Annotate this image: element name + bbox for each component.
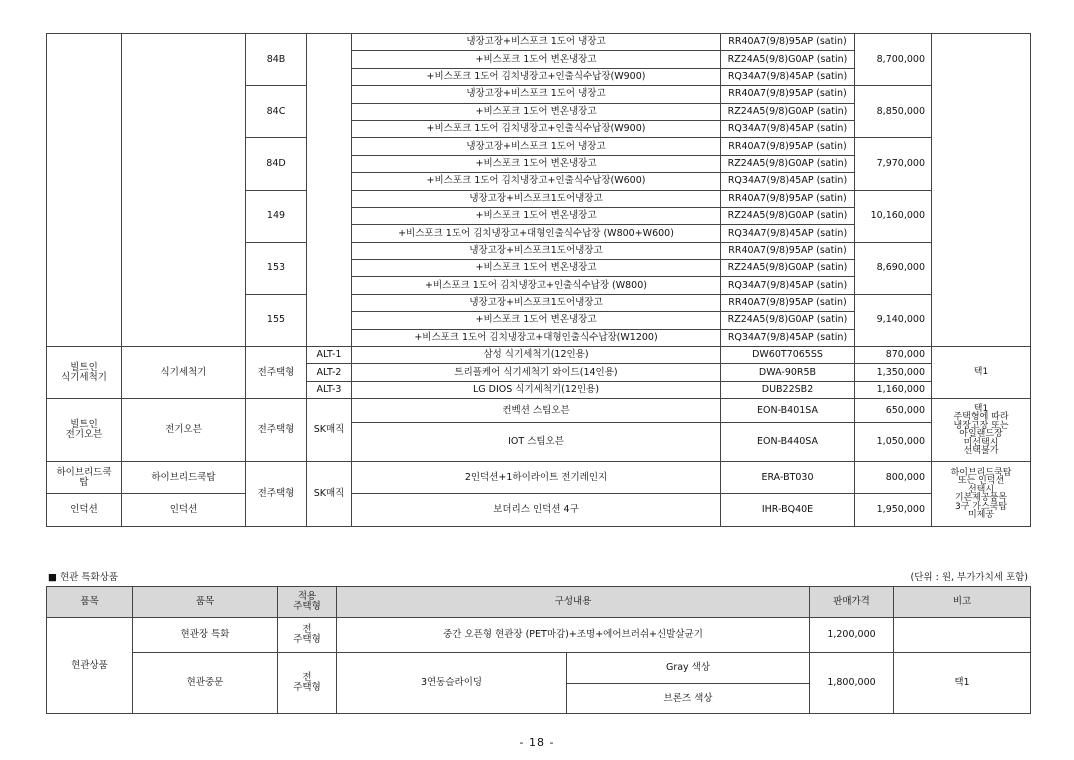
content-cell: +비스포크 1도어 김치냉장고+대형인출식수납장 (W800+W600) — [352, 225, 721, 242]
blank-cell — [307, 34, 352, 347]
entrance-products-table — [46, 586, 1031, 714]
model-cell: RQ34A7(9/8)45AP (satin) — [721, 329, 855, 346]
content-cell: +비스포크 1도어 변온냉장고 — [352, 312, 721, 329]
price-cell: 1,350,000 — [855, 364, 932, 381]
model-cell: RQ34A7(9/8)45AP (satin) — [721, 120, 855, 137]
content-cell: +비스포크 1도어 김치냉장고+인출식수납장(W600) — [352, 173, 721, 190]
model-cell: RZ24A5(9/8)G0AP (satin) — [721, 207, 855, 224]
model-cell: RR40A7(9/8)95AP (satin) — [721, 34, 855, 51]
category-cell: 하이브리드쿡 탑 — [47, 462, 122, 494]
price-cell: 650,000 — [855, 399, 932, 423]
model-cell: EON-B440SA — [721, 423, 855, 462]
model-cell: RZ24A5(9/8)G0AP (satin) — [721, 155, 855, 172]
price-cell: 9,140,000 — [855, 294, 932, 346]
category-cell: 빌트인 전기오븐 — [47, 399, 122, 462]
housing-type-cell: 84D — [246, 138, 307, 190]
header-type: 적용 주택형 — [278, 587, 337, 618]
price-cell: 870,000 — [855, 347, 932, 364]
price-cell: 10,160,000 — [855, 190, 932, 242]
model-cell: EON-B401SA — [721, 399, 855, 423]
content-cell: +비스포크 1도어 변온냉장고 — [352, 155, 721, 172]
blank-cell — [122, 34, 246, 347]
model-cell: IHR-BQ40E — [721, 494, 855, 527]
model-cell: RZ24A5(9/8)G0AP (satin) — [721, 260, 855, 277]
model-cell: RQ34A7(9/8)45AP (satin) — [721, 173, 855, 190]
options-table-upper — [46, 33, 1031, 527]
content-cell: 냉장고장+비스포크 1도어 냉장고 — [352, 34, 721, 51]
item-cell: 전기오븐 — [122, 399, 246, 462]
content-cell: 트리플케어 식기세척기 와이드(14인용) — [352, 364, 721, 381]
header-note: 비고 — [894, 587, 1031, 618]
note-cell: 택1 — [932, 347, 1031, 399]
model-cell: RR40A7(9/8)95AP (satin) — [721, 86, 855, 103]
content-cell: +비스포크 1도어 변온냉장고 — [352, 260, 721, 277]
content-cell: +비스포크 1도어 변온냉장고 — [352, 103, 721, 120]
content-cell: 냉장고장+비스포크 1도어 냉장고 — [352, 86, 721, 103]
maker-cell: SK매직 — [307, 399, 352, 462]
model-cell: RQ34A7(9/8)45AP (satin) — [721, 68, 855, 85]
content-cell: +비스포크 1도어 김치냉장고+대형인출식수납장(W1200) — [352, 329, 721, 346]
housing-type-cell: 155 — [246, 294, 307, 346]
housing-type-cell: 84C — [246, 86, 307, 138]
price-cell: 8,700,000 — [855, 34, 932, 86]
item-cell: 현관장 특화 — [133, 618, 278, 653]
header-content: 구성내용 — [337, 587, 810, 618]
blank-cell — [47, 34, 122, 347]
price-cell: 8,690,000 — [855, 242, 932, 294]
note-cell — [894, 618, 1031, 653]
model-cell: DW60T7065SS — [721, 347, 855, 364]
model-cell: RZ24A5(9/8)G0AP (satin) — [721, 312, 855, 329]
price-cell: 1,050,000 — [855, 423, 932, 462]
price-cell: 1,160,000 — [855, 381, 932, 398]
content-cell: 컨벡션 스팀오븐 — [352, 399, 721, 423]
category-cell: 현관상품 — [47, 618, 133, 714]
content-cell: +비스포크 1도어 김치냉장고+인출식수납장(W900) — [352, 68, 721, 85]
content-cell: 냉장고장+비스포크1도어냉장고 — [352, 190, 721, 207]
content-cell: 냉장고장+비스포크1도어냉장고 — [352, 294, 721, 311]
model-cell: RQ34A7(9/8)45AP (satin) — [721, 225, 855, 242]
note-cell: 택1 — [894, 653, 1031, 714]
alt-code-cell: ALT-3 — [307, 381, 352, 398]
content-cell: 보더리스 인덕션 4구 — [352, 494, 721, 527]
model-cell: RR40A7(9/8)95AP (satin) — [721, 294, 855, 311]
price-cell: 1,800,000 — [810, 653, 894, 714]
section-title: ■ 현관 특화상품 — [48, 572, 119, 583]
type-cell: 전 주택형 — [278, 653, 337, 714]
item-cell: 현관중문 — [133, 653, 278, 714]
color-option-cell: Gray 색상 — [567, 653, 810, 684]
price-cell: 7,970,000 — [855, 138, 932, 190]
content-cell: IOT 스팀오븐 — [352, 423, 721, 462]
alt-code-cell: ALT-2 — [307, 364, 352, 381]
housing-type-cell: 149 — [246, 190, 307, 242]
content-cell: 2인덕션+1하이라이트 전기레인지 — [352, 462, 721, 494]
content-cell: +비스포크 1도어 변온냉장고 — [352, 207, 721, 224]
content-cell: 중간 오픈형 현관장 (PET마감)+조명+에어브러쉬+신발살균기 — [337, 618, 810, 653]
model-cell: RR40A7(9/8)95AP (satin) — [721, 242, 855, 259]
content-cell: +비스포크 1도어 김치냉장고+인출식수납장(W900) — [352, 120, 721, 137]
content-cell: 삼성 식기세척기(12인용) — [352, 347, 721, 364]
content-cell: LG DIOS 식기세척기(12인용) — [352, 381, 721, 398]
header-price: 판매가격 — [810, 587, 894, 618]
category-cell: 인덕션 — [47, 494, 122, 527]
type-cell: 전주택형 — [246, 347, 307, 399]
content-cell: +비스포크 1도어 변온냉장고 — [352, 51, 721, 68]
price-cell: 8,850,000 — [855, 86, 932, 138]
maker-cell: SK매직 — [307, 462, 352, 527]
model-cell: ERA-BT030 — [721, 462, 855, 494]
alt-code-cell: ALT-1 — [307, 347, 352, 364]
model-cell: DUB22SB2 — [721, 381, 855, 398]
unit-note: (단위 : 원, 부가가치세 포함) — [910, 572, 1028, 583]
page-number: - 18 - — [519, 736, 555, 749]
price-cell: 1,950,000 — [855, 494, 932, 527]
content-cell: 냉장고장+비스포크1도어냉장고 — [352, 242, 721, 259]
content-cell: 3연동슬라이딩 — [337, 653, 567, 714]
item-cell: 하이브리드쿡탑 — [122, 462, 246, 494]
item-cell: 인덕션 — [122, 494, 246, 527]
blank-cell — [932, 34, 1031, 347]
category-cell: 빌트인 식기세척기 — [47, 347, 122, 399]
header-category: 품목 — [47, 587, 133, 618]
model-cell: RR40A7(9/8)95AP (satin) — [721, 190, 855, 207]
type-cell: 전주택형 — [246, 399, 307, 462]
item-cell: 식기세척기 — [122, 347, 246, 399]
price-cell: 800,000 — [855, 462, 932, 494]
model-cell: RZ24A5(9/8)G0AP (satin) — [721, 51, 855, 68]
housing-type-cell: 153 — [246, 242, 307, 294]
price-cell: 1,200,000 — [810, 618, 894, 653]
header-item: 품목 — [133, 587, 278, 618]
housing-type-cell: 84B — [246, 34, 307, 86]
model-cell: RQ34A7(9/8)45AP (satin) — [721, 277, 855, 294]
model-cell: DWA-90R5B — [721, 364, 855, 381]
type-cell: 전 주택형 — [278, 618, 337, 653]
model-cell: RZ24A5(9/8)G0AP (satin) — [721, 103, 855, 120]
type-cell: 전주택형 — [246, 462, 307, 527]
note-cell: 하이브리드쿡탑 또는 인덕션 선택시 기본제공품목 3구 가스쿡탑 미제공 — [932, 462, 1031, 527]
note-cell: 택1 주택형에 따라 냉장고장 또는 아일랜드장 미선택시 선택불가 — [932, 399, 1031, 462]
content-cell: 냉장고장+비스포크 1도어 냉장고 — [352, 138, 721, 155]
content-cell: +비스포크 1도어 김치냉장고+인출식수납장 (W800) — [352, 277, 721, 294]
color-option-cell: 브론즈 색상 — [567, 684, 810, 714]
model-cell: RR40A7(9/8)95AP (satin) — [721, 138, 855, 155]
